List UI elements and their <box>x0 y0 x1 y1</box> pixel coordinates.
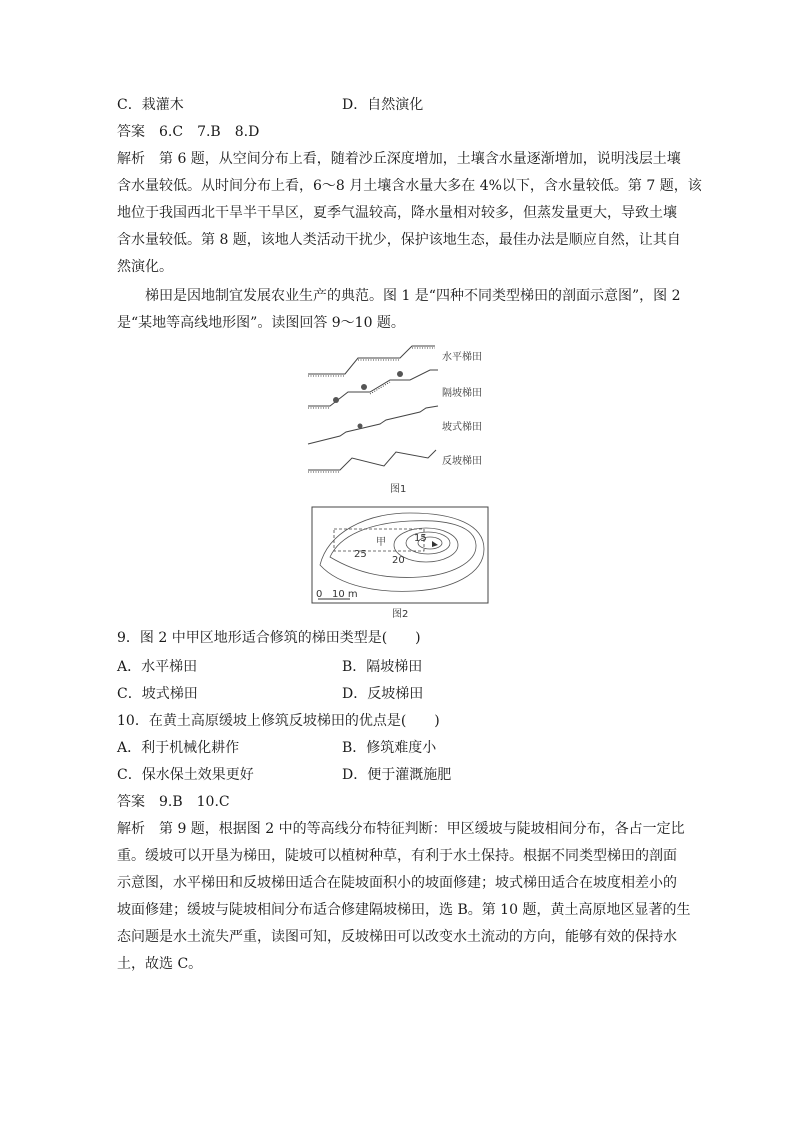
intro-paragraph: 是“某地等高线地形图”。读图回答 9～10 题。 <box>117 315 405 331</box>
option-c-prev: C．栽灌木 <box>117 97 184 113</box>
analysis-line: 土，故选 C。 <box>117 956 203 972</box>
q10-stem: 10．在黄土高原缓坡上修筑反坡梯田的优点是( ) <box>117 713 440 729</box>
q10-option-d: D．便于灌溉施肥 <box>342 767 452 783</box>
figure2-caption: 图2 <box>392 609 409 620</box>
q9-option-d: D．反坡梯田 <box>342 686 424 702</box>
figure1-label-interval: 隔坡梯田 <box>442 388 482 399</box>
option-d-prev: D．自然演化 <box>342 97 424 113</box>
q10-option-b: B．修筑难度小 <box>342 740 437 756</box>
reverse-terrace-profile <box>308 450 436 470</box>
analysis-line: 示意图，水平梯田和反坡梯田适合在陡坡面积小的坡面修建；坡式梯田适合在坡度相差小的 <box>117 875 677 891</box>
analysis-line: 含水量较低。第 8 题，该地人类活动干扰少，保护该地生态，最佳办法是顺应自然，让其自 <box>117 232 681 248</box>
q9-option-b: B．隔坡梯田 <box>342 659 423 675</box>
q10-option-a: A．利于机械化耕作 <box>117 740 240 756</box>
analysis-line: 解析 第 6 题，从空间分布上看，随着沙丘深度增加，土壤含水量逐渐增加，说明浅层土壤 <box>117 151 681 167</box>
q9-option-c: C．坡式梯田 <box>117 686 198 702</box>
tree-icon <box>333 397 339 403</box>
figure1-label-reverse: 反坡梯田 <box>442 456 482 467</box>
analysis-line: 重。缓坡可以开垦为梯田，陡坡可以植树种草，有利于水土保持。根据不同类型梯田的剖面 <box>117 848 677 864</box>
q10-option-c: C．保水保土效果更好 <box>117 767 254 783</box>
answer-9-10: 答案 9.B 10.C <box>117 794 230 810</box>
figure2-contour-map <box>310 505 490 620</box>
figure1-label-slope: 坡式梯田 <box>442 422 482 433</box>
tree-icon <box>361 384 367 390</box>
intro-paragraph: 梯田是因地制宜发展农业生产的典范。图 1 是“四种不同类型梯田的剖面示意图”，图 2 <box>145 288 681 304</box>
analysis-line: 态问题是水土流失严重，读图可知，反坡梯田可以改变水土流动的方向，能够有效的保持水 <box>117 929 677 945</box>
analysis-line: 地位于我国西北干旱半干旱区，夏季气温较高，降水量相对较多，但蒸发量更大，导致土壤 <box>117 205 677 221</box>
tree-icon <box>397 371 403 377</box>
figure1-caption: 图1 <box>390 484 407 495</box>
figure1-terrace-profiles <box>300 340 500 500</box>
tree-icon <box>358 424 363 429</box>
q9-stem: 9．图 2 中甲区地形适合修筑的梯田类型是( ) <box>117 630 421 646</box>
analysis-line: 解析 第 9 题，根据图 2 中的等高线分布特征判断：甲区缓坡与陡坡相间分布，各占一定比 <box>117 821 685 837</box>
region-jia-label: 甲 <box>376 537 386 548</box>
slope-terrace-profile <box>308 406 438 444</box>
scale-text: 10 m <box>332 589 358 600</box>
interval-terrace-profile <box>308 370 438 406</box>
contour-label: 20 <box>392 555 405 566</box>
scale-zero: 0 <box>316 589 323 600</box>
q9-option-a: A．水平梯田 <box>117 659 198 675</box>
figure1-label-level: 水平梯田 <box>442 352 482 363</box>
analysis-line: 然演化。 <box>117 259 173 275</box>
contour-label: 15 <box>414 533 427 544</box>
contour-label: 25 <box>354 549 367 560</box>
analysis-line: 含水量较低。从时间分布上看，6～8 月土壤含水量大多在 4%以下，含水量较低。第 7 题，该 <box>117 178 702 194</box>
analysis-line: 坡面修建；缓坡与陡坡相间分布适合修建隔坡梯田，选 B。第 10 题，黄土高原地区显著的生 <box>117 902 691 918</box>
answer-6-8: 答案 6.C 7.B 8.D <box>117 124 260 140</box>
